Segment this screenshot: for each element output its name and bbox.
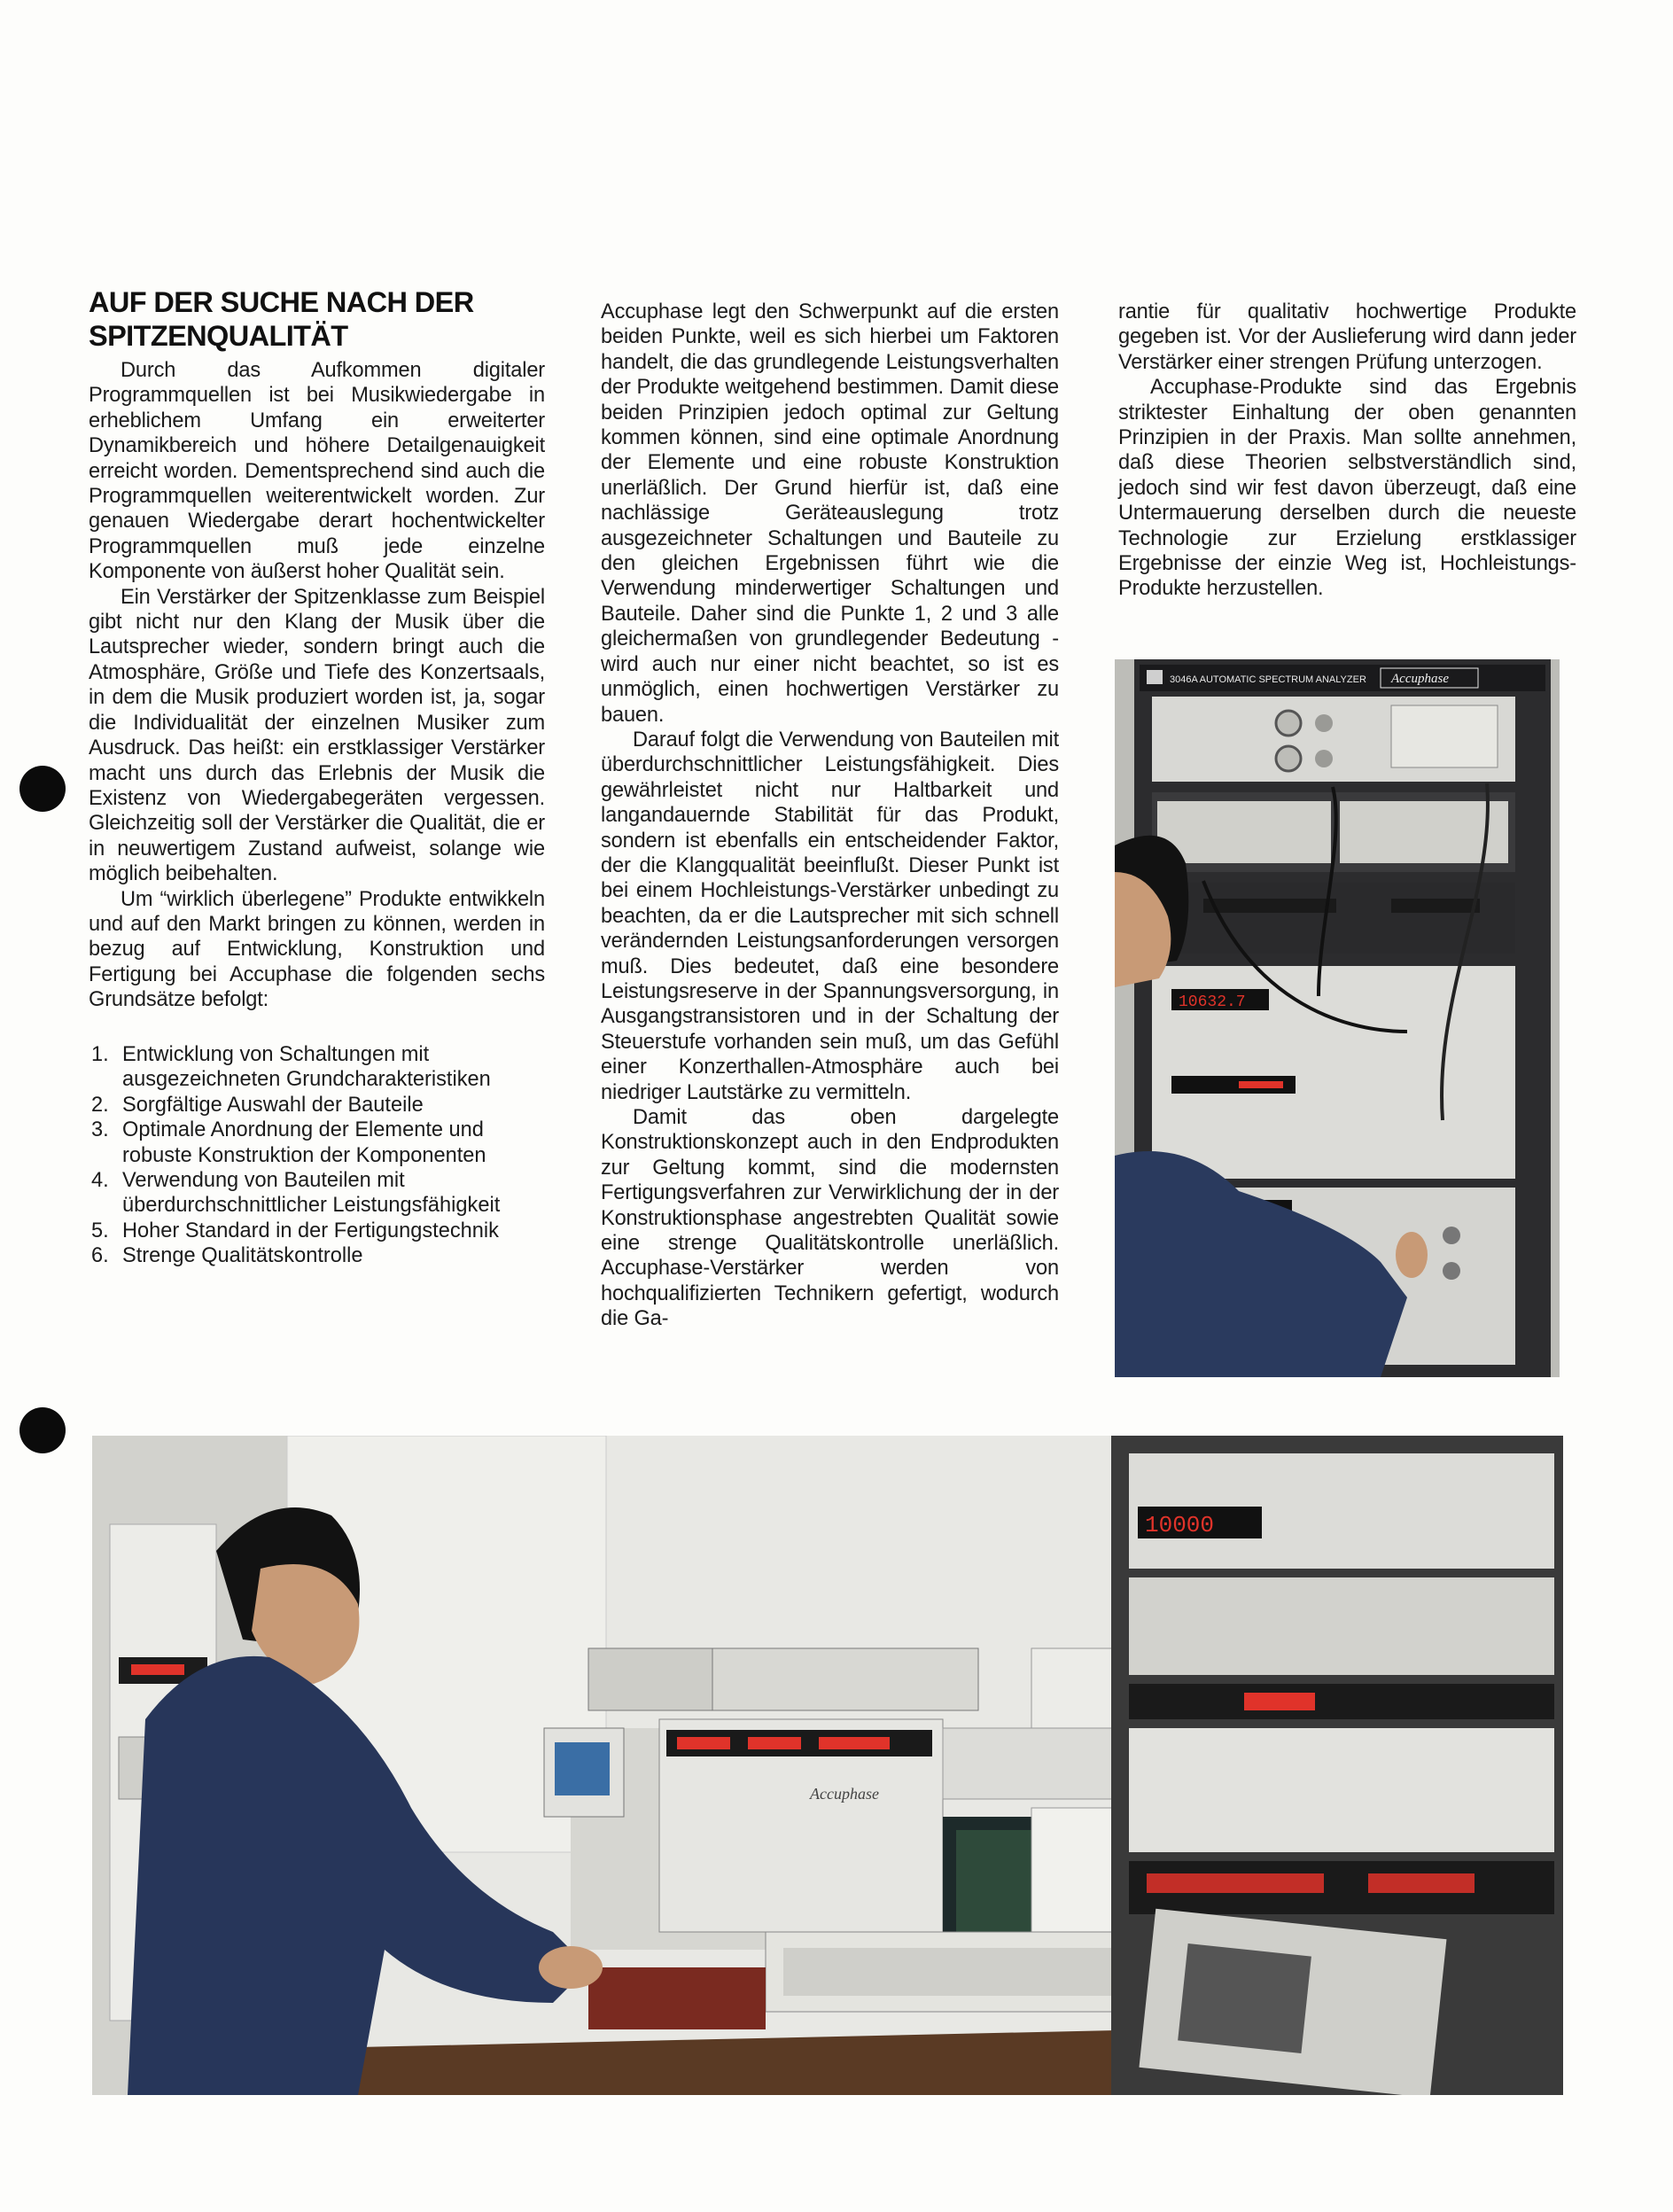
panel-brand: Accuphase (1391, 672, 1449, 686)
photo-technician-rack (1115, 659, 1560, 1377)
list-number: 3. (91, 1118, 109, 1142)
paragraph: Accuphase-Produkte sind das Ergebnis striktester Einhaltung der oben genannten Prinzipien in der Praxis. Man sollte annehmen, daß diese Theorien selbstverständlich sind, jedoch sind wir fest davon überzeugt, daß eine Untermauerung derselben durch die neueste Technologie zur Erzielung erstklassiger Ergebnisse der einzie Weg ist, Hochleistungs-Produkte herzustellen. (1118, 376, 1576, 601)
list-number: 1. (91, 1043, 109, 1066)
binder-hole (19, 1407, 66, 1453)
heading-line-2: SPITZENQUALITÄT (89, 320, 348, 352)
list-item (89, 1118, 545, 1168)
list-text: Verwendung von Bauteilen mit überdurchschnittlicher Leistungsfähigkeit (122, 1169, 501, 1218)
list-text: Optimale Anordnung der Elemente und robuste Konstruktion der Komponenten (122, 1118, 486, 1167)
paragraph: rantie für qualitativ hochwertige Produkte gegeben ist. Vor der Auslieferung wird dann jeder Verstärker einer strengen Prüfung unterzogen. (1118, 300, 1576, 374)
text-column-1 (89, 358, 545, 1013)
list-number: 6. (91, 1244, 109, 1268)
list-number: 2. (91, 1093, 109, 1117)
photo-rack-illustration (1115, 659, 1560, 1377)
counter-readout: 10632.7 (1179, 993, 1246, 1011)
paragraph: Durch das Aufkommen digitaler Programmquellen ist bei Musikwiedergabe in erheblichem Umfang ein erweiterter Dynamikbereich und höhere Detailgenauigkeit erreicht worden. Dementsprechend sind auch die Programmquellen weiterentwickelt worden. Zur genauen Wiedergabe derart hochentwickelter Programmquellen muß jede einzelne Komponente von äußerst hoher Qualität sein. (89, 359, 545, 584)
paragraph: Um “wirklich überlegene” Produkte entwikkeln und auf den Markt bringen zu können, werden in bezug auf Entwicklung, Konstruktion und Fertigung bei Accuphase die folgenden sechs Grundsätze befolgt: (89, 887, 545, 1012)
technician-hand (1396, 1232, 1428, 1278)
principles-list (89, 1042, 545, 1269)
list-item (89, 1168, 545, 1219)
technician-hand (539, 1946, 603, 1989)
list-text: Sorgfältige Auswahl der Bauteile (122, 1093, 424, 1117)
list-item (89, 1093, 545, 1118)
list-number: 5. (91, 1219, 109, 1242)
list-number: 4. (91, 1169, 109, 1193)
binder-hole (19, 766, 66, 812)
photo-technician-workbench (92, 1436, 1563, 2095)
text-column-2 (601, 300, 1059, 1332)
list-item (89, 1243, 545, 1268)
article-heading (89, 285, 549, 353)
list-item (89, 1219, 545, 1243)
instrument-brand: Accuphase (810, 1785, 879, 1803)
text-column-3 (1118, 300, 1576, 602)
paragraph: Darauf folgt die Verwendung von Bauteilen mit überdurchschnittlicher Leistungsfähigkeit. Dies gewährleistet nicht nur Haltbarkeit und langandauernde Stabilität für das Produkt, sondern ist ebenfalls ein entscheidender Faktor, der die Klangqualität beeinflußt. Dieser Punkt ist bei einem Hochleistungs-Verstärker unbedingt zu beachten, da er die Lautsprecher mit sich schnell verändernden Leistungsanforderungen versorgen muß. Dies bedeutet, daß eine besondere Leistungsreserve in der Spannungsversorgung, in Ausgangstransistoren und in der Schaltung der Steuerstufe vorhanden sein muß, um das Gefühl einer Konzerthallen-Atmosphäre auch bei niedriger Lautstärke zu vermitteln. (601, 728, 1059, 1104)
paragraph: Ein Verstärker der Spitzenklasse zum Beispiel gibt nicht nur den Klang der Musik über die Lautsprecher wieder, sondern bringt auch die Atmosphäre, Größe und Tiefe des Konzertsaals, in dem die Musik produziert worden ist, ja, sogar die Individualität der einzelnen Musiker zum Ausdruck. Das heißt: ein erstklassiger Verstärker macht uns durch das Erlebnis der Musik die Existenz von Wiedergabegeräten vergessen. Gleichzeitig soll der Verstärker die Qualität, die er in neuwertigem Zustand aufweist, solange wie möglich beibehalten. (89, 585, 545, 886)
photo-workbench-illustration (92, 1436, 1563, 2095)
list-text: Hoher Standard in der Fertigungstechnik (122, 1219, 499, 1242)
paragraph: Damit das oben dargelegte Konstruktionskonzept auch in den Endprodukten zur Geltung kommt, sind die modernsten Fertigungsverfahren zur Verwirklichung der in der Konstruktionsphase angestrebten Qualität sowie eine strenge Qualitätskontrolle unerläßlich. Accuphase-Verstärker werden von hochqualifizierten Technikern gefertigt, wodurch die Ga- (601, 1106, 1059, 1331)
list-text: Strenge Qualitätskontrolle (122, 1244, 363, 1268)
list-text: Entwicklung von Schaltungen mit ausgezeichneten Grundcharakteristiken (122, 1043, 491, 1092)
panel-label: 3046A AUTOMATIC SPECTRUM ANALYZER (1170, 674, 1366, 685)
paragraph: Accuphase legt den Schwerpunkt auf die ersten beiden Punkte, weil es sich hierbei um Faktoren handelt, die das grundlegende Leistungsverhalten der Produkte weitgehend bestimmen. Damit diese beiden Prinzipien jedoch optimal zur Geltung kommen können, sind eine optimale Anordnung der Elemente und eine robuste Konstruktion unerläßlich. Der Grund hierfür ist, daß eine nachlässige Geräteauslegung trotz ausgezeichneter Schaltungen und Bauteile zu den gleichen Ergebnissen führt wie die Verwendung minderwertiger Schaltungen und Bauteile. Daher sind die Punkte 1, 2 und 3 alle gleichermaßen von grundlegender Bedeutung - wird auch nur einer nicht beachtet, so ist es unmöglich, einen hochwertigen Verstärker zu bauen. (601, 300, 1059, 727)
readout-top: 10000 (1145, 1512, 1215, 1538)
list-item (89, 1042, 545, 1093)
heading-line-1: AUF DER SUCHE NACH DER (89, 286, 474, 318)
